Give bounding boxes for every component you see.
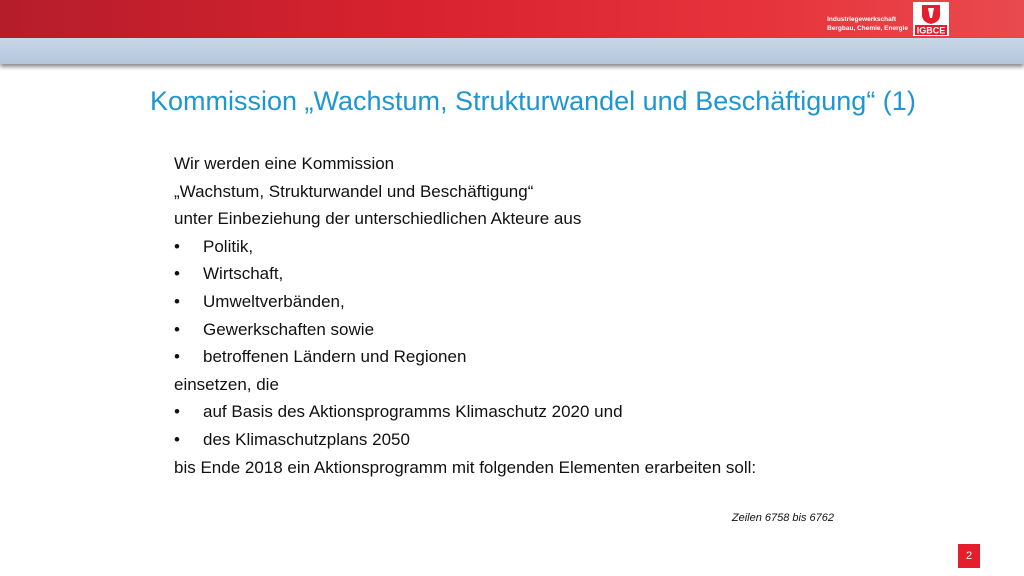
bullet-dot: • <box>174 347 180 367</box>
intro-line-2: „Wachstum, Strukturwandel und Beschäftigung“ <box>174 181 534 201</box>
bullet-dot: • <box>174 264 180 284</box>
bullet-item <box>174 260 874 288</box>
bullet-item <box>174 316 874 344</box>
bullet-dot: • <box>174 429 180 449</box>
bullet-text: Umweltverbänden, <box>203 291 345 311</box>
bullet-dot: • <box>174 236 180 256</box>
logo-text <box>827 15 908 33</box>
header-subbar <box>0 38 1024 64</box>
bullet-item <box>174 426 874 454</box>
bullet-text: des Klimaschutzplans 2050 <box>203 429 410 449</box>
mid-line: einsetzen, die <box>174 374 279 394</box>
bullet-text: Politik, <box>203 236 254 256</box>
slide-title: Kommission „Wachstum, Strukturwandel und Beschäftigung“ (1) <box>150 86 916 116</box>
bullet-text: Wirtschaft, <box>203 264 284 284</box>
bullet-item <box>174 343 874 371</box>
intro-line-1: Wir werden eine Kommission <box>174 154 395 173</box>
logo-mark: IGBCE <box>916 25 946 36</box>
bullet-dot: • <box>174 402 180 422</box>
bullet-item <box>174 398 874 426</box>
source-footnote: Zeilen 6758 bis 6762 <box>731 512 834 524</box>
slide-body <box>174 150 874 481</box>
intro-line-3: unter Einbeziehung der unterschiedlichen Akteure aus <box>174 209 582 229</box>
igbce-logo <box>913 2 949 36</box>
bullet-dot: • <box>174 291 180 311</box>
bullet-dot: • <box>174 319 180 339</box>
bullet-item <box>174 233 874 261</box>
bullet-item <box>174 288 874 316</box>
closing-line: bis Ende 2018 ein Aktionsprogramm mit folgenden Elementen erarbeiten soll: <box>174 457 757 477</box>
bullet-text: Gewerkschaften sowie <box>203 319 375 339</box>
logo-line-2: Bergbau, Chemie, Energie <box>827 25 908 32</box>
header-bar <box>0 0 1024 38</box>
bullet-text: auf Basis des Aktionsprogramms Klimaschutz 2020 und <box>203 402 623 422</box>
bullet-text: betroffenen Ländern und Regionen <box>203 347 467 367</box>
logo-line-1: Industriegewerkschaft <box>827 16 897 23</box>
page-number: 2 <box>958 544 980 568</box>
